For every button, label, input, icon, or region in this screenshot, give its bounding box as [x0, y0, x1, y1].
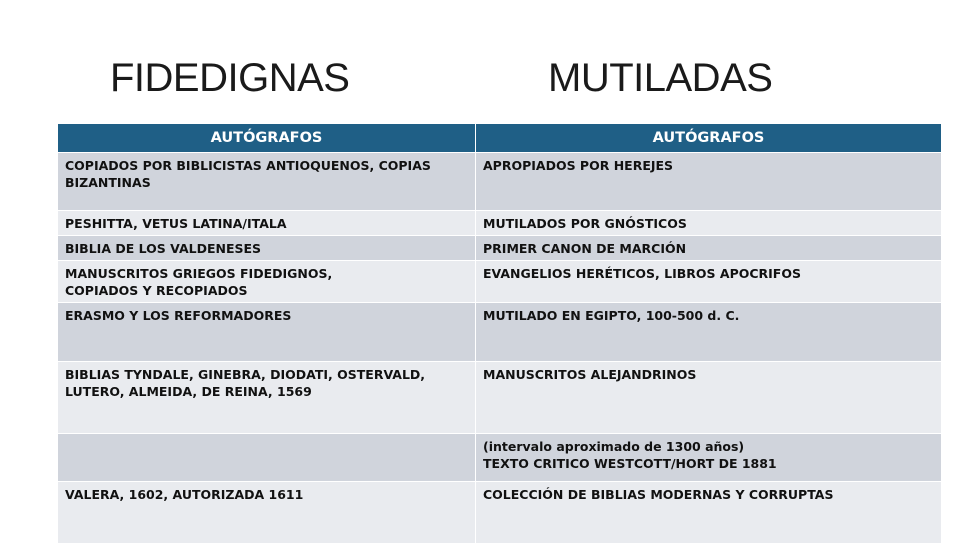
cell-left: COPIADOS POR BIBLICISTAS ANTIOQUENOS, COPIAS BIZANTINAS: [58, 153, 476, 211]
table-row: [58, 303, 942, 362]
cell-left: ERASMO Y LOS REFORMADORES: [58, 303, 476, 362]
comparison-table: [57, 123, 942, 544]
cell-right: MANUSCRITOS ALEJANDRINOS: [476, 362, 942, 434]
table-row: [58, 482, 942, 544]
cell-left: PESHITTA, VETUS LATINA/ITALA: [58, 211, 476, 236]
heading-fidedignas: FIDEDIGNAS: [110, 56, 350, 100]
cell-left: BIBLIAS TYNDALE, GINEBRA, DIODATI, OSTERVALD, LUTERO, ALMEIDA, DE REINA, 1569: [58, 362, 476, 434]
cell-right: COLECCIÓN DE BIBLIAS MODERNAS Y CORRUPTAS: [476, 482, 942, 544]
table-header-row: [58, 124, 942, 153]
table-row: [58, 261, 942, 303]
header-cell-left: AUTÓGRAFOS: [58, 124, 476, 153]
cell-right: APROPIADOS POR HEREJES: [476, 153, 942, 211]
cell-right: EVANGELIOS HERÉTICOS, LIBROS APOCRIFOS: [476, 261, 942, 303]
table-row: [58, 362, 942, 434]
cell-right: PRIMER CANON DE MARCIÓN: [476, 236, 942, 261]
table-row: [58, 434, 942, 482]
table-row: [58, 211, 942, 236]
heading-mutiladas: MUTILADAS: [548, 56, 773, 100]
table-row: [58, 153, 942, 211]
table-row: [58, 236, 942, 261]
cell-right: (intervalo aproximado de 1300 años) TEXTO CRITICO WESTCOTT/HORT DE 1881: [476, 434, 942, 482]
cell-left: BIBLIA DE LOS VALDENESES: [58, 236, 476, 261]
cell-right: MUTILADO EN EGIPTO, 100-500 d. C.: [476, 303, 942, 362]
cell-right: MUTILADOS POR GNÓSTICOS: [476, 211, 942, 236]
cell-left: MANUSCRITOS GRIEGOS FIDEDIGNOS, COPIADOS Y RECOPIADOS: [58, 261, 476, 303]
cell-left: VALERA, 1602, AUTORIZADA 1611: [58, 482, 476, 544]
header-cell-right: AUTÓGRAFOS: [476, 124, 942, 153]
cell-left: [58, 434, 476, 482]
